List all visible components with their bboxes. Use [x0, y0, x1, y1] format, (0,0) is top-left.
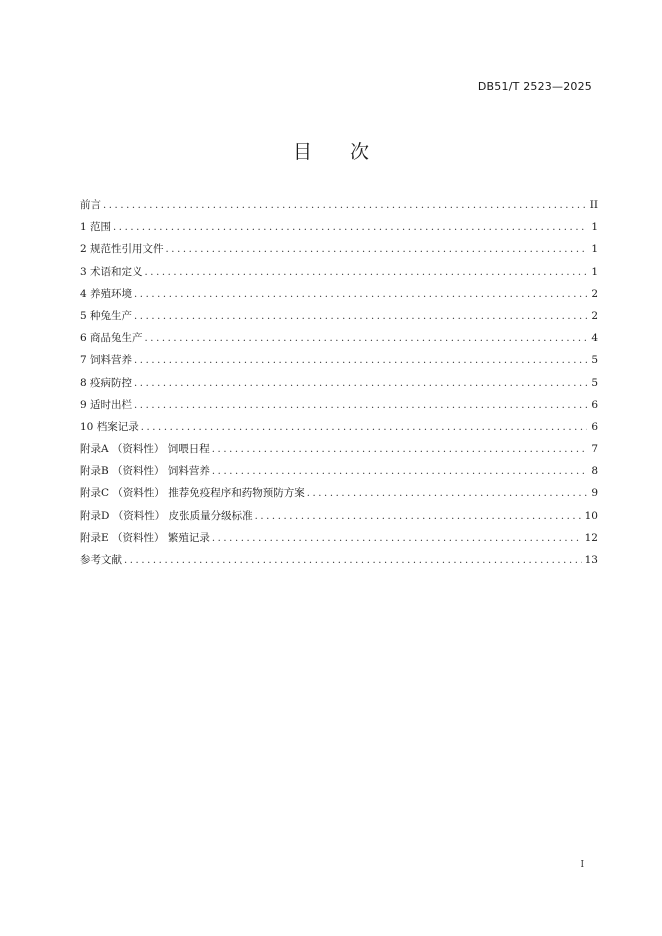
toc-entry-label: 附录C （资料性） 推荐免疫程序和药物预防方案: [80, 487, 305, 500]
toc-page-number: 10: [584, 509, 598, 522]
dot-leader: [145, 332, 587, 346]
toc-page-number: 5: [591, 376, 598, 389]
toc-page-number: 9: [591, 487, 598, 500]
toc-entry-appendix-d[interactable]: [80, 509, 598, 531]
dot-leader: [113, 221, 587, 235]
dot-leader: [255, 510, 582, 524]
toc-entry-label: 6 商品兔生产: [80, 332, 143, 345]
toc-entry-label: 8 疫病防控: [80, 376, 133, 389]
toc-page-number: 6: [591, 420, 598, 433]
toc-entry-appendix-c[interactable]: [80, 486, 598, 508]
document-code: DB51/T 2523—2025: [477, 80, 592, 93]
dot-leader: [212, 532, 582, 546]
toc-page-number: 7: [591, 443, 598, 456]
toc-entry-disease-control[interactable]: [80, 376, 598, 398]
dot-leader: [141, 421, 587, 435]
dot-leader: [134, 288, 587, 302]
toc-entry-scope[interactable]: [80, 220, 598, 242]
toc-entry-normative-references[interactable]: [80, 242, 598, 264]
toc-page-number: 5: [591, 354, 598, 367]
toc-page-number: 13: [584, 554, 598, 566]
toc-page-number: 2: [591, 287, 598, 300]
dot-leader: [134, 354, 587, 368]
toc-entry-label: 4 养殖环境: [80, 287, 133, 300]
toc-entry-appendix-e[interactable]: [80, 531, 598, 553]
toc-entry-label: 1 范围: [80, 221, 112, 234]
dot-leader: [307, 487, 587, 501]
page-number: I: [580, 860, 584, 870]
toc-entry-label: 3 术语和定义: [80, 265, 143, 278]
toc-page-number: 12: [584, 531, 598, 544]
toc-entry-label: 参考文献: [80, 554, 122, 566]
toc-page-number: 2: [591, 309, 598, 322]
toc-entry-appendix-b[interactable]: [80, 464, 598, 486]
toc-entry-bibliography[interactable]: [80, 553, 598, 575]
toc-entry-label: 前言: [80, 199, 101, 211]
toc-entry-foreword[interactable]: [80, 198, 598, 220]
toc-page-number: II: [589, 199, 598, 211]
dot-leader: [124, 554, 582, 568]
dot-leader: [134, 310, 587, 324]
toc-entry-feed-nutrition[interactable]: [80, 353, 598, 375]
toc-page-number: 1: [591, 221, 598, 234]
dot-leader: [166, 243, 587, 257]
dot-leader: [145, 266, 587, 280]
toc-entry-label: 9 适时出栏: [80, 398, 133, 411]
toc-page-number: 1: [591, 243, 598, 256]
toc-entry-label: 7 饲料营养: [80, 354, 133, 367]
toc-entry-label: 5 种兔生产: [80, 309, 133, 322]
toc-entry-breeding-environment[interactable]: [80, 287, 598, 309]
toc-page-number: 1: [591, 265, 598, 278]
toc-entry-label: 2 规范性引用文件: [80, 243, 164, 256]
toc-entry-breeding-rabbit-production[interactable]: [80, 309, 598, 331]
toc-page-number: 8: [591, 465, 598, 478]
toc-entry-timely-slaughter[interactable]: [80, 398, 598, 420]
toc-page-number: 6: [591, 398, 598, 411]
toc-entry-label: 附录D （资料性） 皮张质量分级标准: [80, 509, 253, 522]
page-title: 目次: [292, 141, 407, 163]
dot-leader: [212, 443, 587, 457]
toc-entry-label: 10 档案记录: [80, 420, 139, 433]
toc-entry-label: 附录B （资料性） 饲料营养: [80, 465, 210, 478]
toc-entry-label: 附录E （资料性） 繁殖记录: [80, 531, 210, 544]
dot-leader: [212, 465, 587, 479]
toc-entry-commercial-rabbit-production[interactable]: [80, 331, 598, 353]
table-of-contents: [80, 198, 598, 575]
toc-entry-records[interactable]: [80, 420, 598, 442]
dot-leader: [134, 377, 587, 391]
toc-page-number: 4: [591, 332, 598, 345]
toc-entry-terms-definitions[interactable]: [80, 265, 598, 287]
dot-leader: [134, 399, 587, 413]
toc-entry-appendix-a[interactable]: [80, 442, 598, 464]
dot-leader: [103, 199, 587, 213]
toc-entry-label: 附录A （资料性） 饲喂日程: [80, 443, 210, 456]
